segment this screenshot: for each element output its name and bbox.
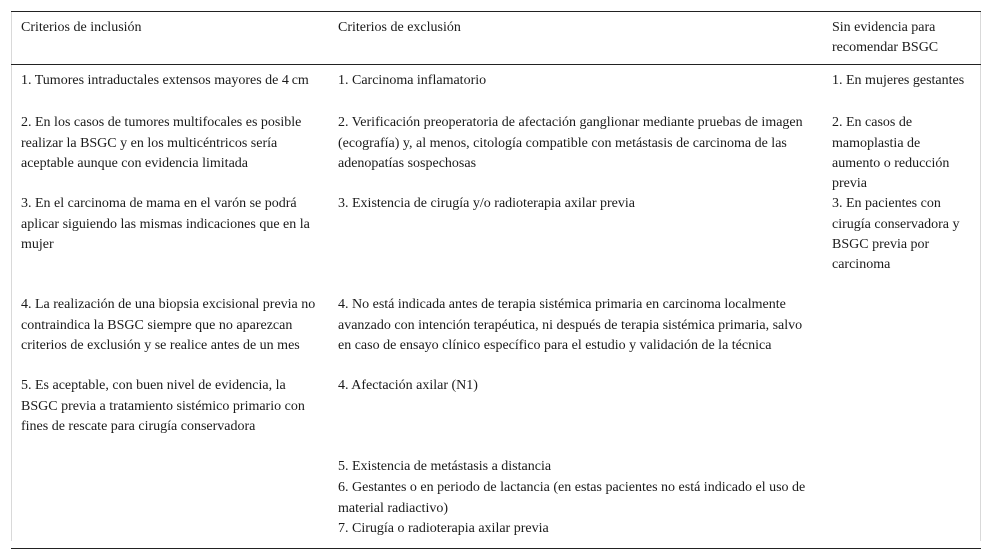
table-row — [11, 194, 981, 295]
table-row — [11, 295, 981, 376]
inclusion-cell — [11, 519, 328, 549]
table-row — [11, 457, 981, 478]
table-row — [11, 113, 981, 194]
exclusion-cell: 5. Existencia de metástasis a distancia — [338, 459, 552, 475]
table-row — [11, 519, 981, 549]
table-body — [11, 65, 981, 549]
no-evidence-cell: 1. En mujeres gestantes — [832, 73, 965, 89]
no-evidence-cell — [822, 519, 981, 549]
criteria-table-container — [11, 11, 981, 549]
exclusion-cell: 1. Carcinoma inflamatorio — [338, 73, 487, 89]
table-row — [11, 65, 981, 114]
no-evidence-cell — [822, 295, 981, 376]
exclusion-cell: 4. No está indicada antes de terapia sistémica primaria en carcinoma localmente avanzado con intención terapéutica, ni después de terapia sistémica primaria, salvo en caso de ensayo clínico específico para el estudio y validación de la técnica — [338, 297, 803, 353]
table-row — [11, 376, 981, 457]
exclusion-cell: 6. Gestantes o en periodo de lactancia (en estas pacientes no está indicado el uso de material radiactivo) — [338, 480, 806, 516]
inclusion-cell — [11, 478, 328, 519]
table-header — [11, 12, 981, 65]
inclusion-cell: 3. En el carcinoma de mama en el varón se podrá aplicar siguiendo las mismas indicaciones que en la mujer — [21, 196, 310, 252]
inclusion-cell: 2. En los casos de tumores multifocales es posible realizar la BSGC y en los multicéntricos sería aceptable aunque con evidencia limitada — [21, 115, 302, 171]
exclusion-cell: 2. Verificación preoperatoria de afectación ganglionar mediante pruebas de imagen (ecografía) y, al menos, citología compatible con metástasis de carcinoma de las adenopatías sospechosas — [338, 115, 803, 171]
no-evidence-cell — [822, 478, 981, 519]
exclusion-cell: 4. Afectación axilar (N1) — [338, 378, 478, 394]
criteria-table — [11, 11, 981, 549]
no-evidence-cell: 2. En casos de mamoplastia de aumento o reducción previa — [832, 115, 950, 192]
no-evidence-cell — [822, 376, 981, 457]
inclusion-cell: 5. Es aceptable, con buen nivel de evidencia, la BSGC previa a tratamiento sistémico primario con fines de rescate para cirugía conservadora — [21, 378, 305, 434]
no-evidence-cell: 3. En pacientes con cirugía conservadora y BSGC previa por carcinoma — [832, 196, 960, 273]
header-no-evidence: Sin evidencia para recomendar BSGC — [832, 20, 939, 56]
header-exclusion: Criterios de exclusión — [338, 20, 461, 35]
inclusion-cell — [11, 457, 328, 478]
header-row — [11, 12, 981, 65]
exclusion-cell: 3. Existencia de cirugía y/o radioterapia axilar previa — [338, 196, 635, 212]
exclusion-cell: 7. Cirugía o radioterapia axilar previa — [338, 521, 549, 537]
header-inclusion: Criterios de inclusión — [21, 20, 142, 35]
table-row — [11, 478, 981, 519]
no-evidence-cell — [822, 457, 981, 478]
inclusion-cell: 1. Tumores intraductales extensos mayores de 4 cm — [21, 73, 309, 89]
inclusion-cell: 4. La realización de una biopsia excisional previa no contraindica la BSGC siempre que no aparezcan criterios de exclusión y se realice antes de un mes — [21, 297, 316, 353]
